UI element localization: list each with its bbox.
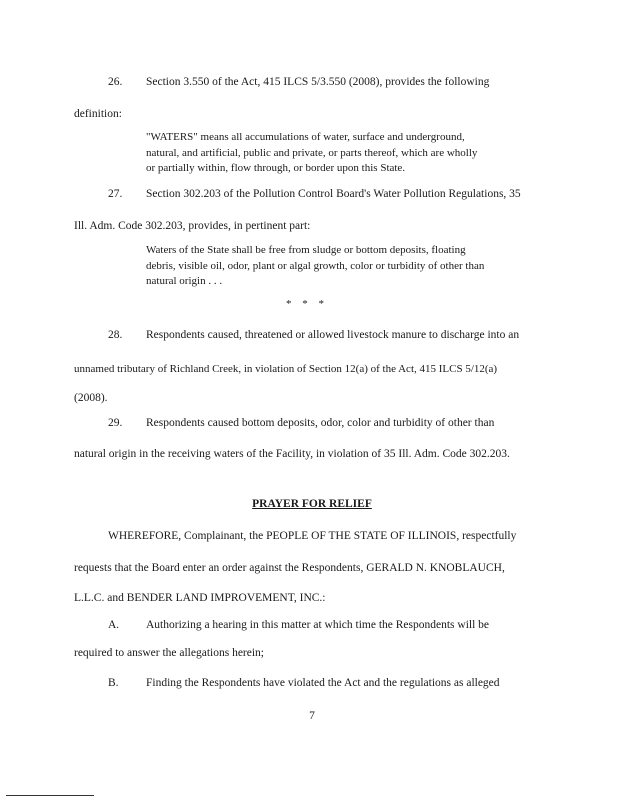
prayer-for-relief-heading: PRAYER FOR RELIEF	[252, 498, 372, 510]
paragraph-29-line-1: Respondents caused bottom deposits, odor, color and turbidity of other than	[146, 417, 495, 429]
item-a-letter: A.	[108, 619, 120, 631]
page-number: 7	[309, 710, 315, 722]
regulation-quote-line-3: natural origin . . .	[146, 275, 223, 287]
paragraph-27-line-2: Ill. Adm. Code 302.203, provides, in pertinent part:	[74, 220, 311, 232]
regulation-quote-line-2: debris, visible oil, odor, plant or algal growth, color or turbidity of other than	[146, 259, 485, 272]
paragraph-27-number: 27.	[108, 188, 123, 200]
paragraph-27-line-1: Section 302.203 of the Pollution Control Board's Water Pollution Regulations, 35	[146, 188, 521, 200]
paragraph-29-number: 29.	[108, 417, 123, 429]
paragraph-26-line-1: Section 3.550 of the Act, 415 ILCS 5/3.550 (2008), provides the following	[146, 76, 490, 88]
paragraph-28-number: 28.	[108, 329, 123, 341]
prayer-line-3: L.L.C. and BENDER LAND IMPROVEMENT, INC.:	[74, 592, 326, 604]
waters-definition-quote-line-2: natural, and artificial, public and private, or parts thereof, which are wholly	[146, 146, 478, 159]
paragraph-28-line-3: (2008).	[74, 392, 108, 404]
prayer-line-2: requests that the Board enter an order against the Respondents, GERALD N. KNOBLAUCH,	[74, 562, 505, 574]
paragraph-29-line-2: natural origin in the receiving waters of the Facility, in violation of 35 Ill. Adm. Code 302.203.	[74, 448, 510, 460]
waters-definition-quote-line-3: or partially within, flow through, or border upon this State.	[146, 162, 406, 174]
waters-definition-quote-line-1: "WATERS" means all accumulations of water, surface and underground,	[146, 131, 465, 143]
regulation-quote-line-1: Waters of the State shall be free from sludge or bottom deposits, floating	[146, 244, 466, 256]
section-break-stars: * * *	[286, 298, 328, 310]
paragraph-28-line-1: Respondents caused, threatened or allowed livestock manure to discharge into an	[146, 329, 520, 341]
paragraph-28-line-2: unnamed tributary of Richland Creek, in violation of Section 12(a) of the Act, 415 ILCS 5/12(a)	[74, 363, 498, 375]
footnote-separator	[6, 795, 94, 796]
prayer-line-1: WHEREFORE, Complainant, the PEOPLE OF THE STATE OF ILLINOIS, respectfully	[108, 530, 517, 542]
item-a-line-2: required to answer the allegations herein;	[74, 647, 264, 659]
paragraph-26-line-2: definition:	[74, 108, 122, 120]
paragraph-26-number: 26.	[108, 76, 123, 88]
item-a-line-1: Authorizing a hearing in this matter at which time the Respondents will be	[146, 619, 490, 631]
item-b-letter: B.	[108, 677, 119, 689]
item-b-line-1: Finding the Respondents have violated the Act and the regulations as alleged	[146, 677, 500, 689]
